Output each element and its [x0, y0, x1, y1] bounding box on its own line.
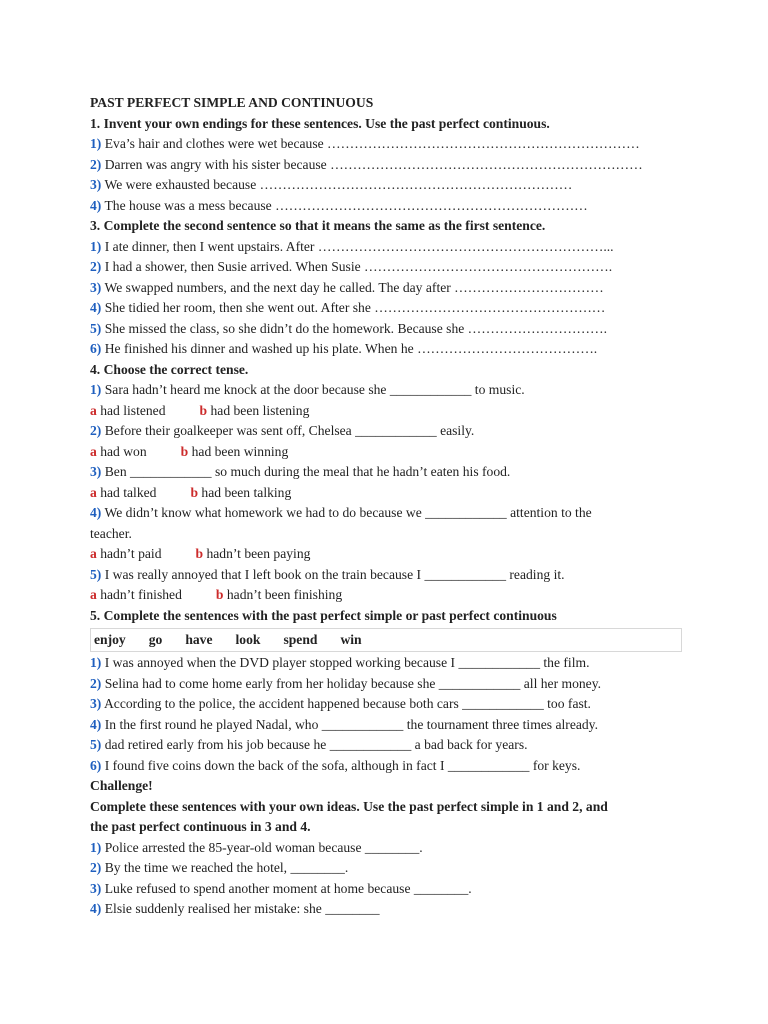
exercise-3-item [90, 257, 682, 278]
exercise-5-item [90, 715, 682, 736]
option-a-letter: a [90, 587, 97, 602]
item-text: Eva’s hair and clothes were wet because …………………………………………………………… [104, 136, 640, 151]
option-b-text: hadn’t been finishing [226, 587, 343, 602]
option-b-letter: b [215, 587, 224, 602]
exercise-3-item [90, 339, 682, 360]
item-text: The house was a mess because …………………………………………………………… [104, 197, 588, 213]
item-text: We swapped numbers, and the next day he called. The day after …………………………… [104, 279, 604, 295]
item-number: 1) [90, 839, 102, 855]
challenge-instructions-line: Complete these sentences with your own ideas. Use the past perfect simple in 1 and 2, and [90, 798, 608, 814]
item-text: She missed the class, so she didn’t do the homework. Because she …………………………. [104, 320, 608, 336]
item-number: 2) [90, 259, 102, 274]
exercise-4-question [90, 462, 682, 483]
word-box-word: have [185, 632, 213, 647]
item-number: 4) [90, 197, 102, 213]
item-text: I had a shower, then Susie arrived. When Susie ………………………………………………. [104, 259, 613, 274]
exercise-1-heading: 1. Invent your own endings for these sentences. Use the past perfect continuous. [90, 115, 550, 131]
option-a-text: hadn’t paid [100, 546, 162, 561]
option-a-text: had won [100, 443, 147, 459]
item-number: 3) [90, 464, 102, 479]
item-number: 3) [90, 880, 102, 896]
exercise-1-item [90, 155, 682, 176]
exercise-4-question-continuation: teacher. [90, 525, 132, 541]
item-number: 4) [90, 716, 102, 732]
item-number: 3) [90, 177, 102, 192]
item-text: According to the police, the accident happened because both cars ____________ too fast. [103, 696, 591, 711]
item-text: In the first round he played Nadal, who ____________ the tournament three times already. [104, 716, 598, 732]
option-a-letter: a [90, 443, 97, 459]
item-number: 1) [90, 655, 102, 670]
option-b-text: hadn’t been paying [206, 546, 311, 561]
item-number: 5) [90, 737, 102, 752]
word-box-word: enjoy [94, 632, 126, 647]
exercise-4-heading: 4. Choose the correct tense. [90, 361, 249, 377]
item-text: I ate dinner, then I went upstairs. After ………………………………………………………... [104, 238, 614, 254]
exercise-4-question [90, 421, 682, 442]
option-b-letter: b [195, 546, 204, 561]
exercise-4-options [90, 544, 682, 565]
item-number: 4) [90, 901, 102, 916]
exercise-5-item [90, 653, 682, 674]
question-text: Ben ____________ so much during the meal that he hadn’t eaten his food. [104, 464, 511, 479]
option-b-text: had been talking [201, 484, 292, 500]
option-b-letter: b [180, 443, 189, 459]
exercise-4-question [90, 503, 682, 524]
question-text: Before their goalkeeper was sent off, Chelsea ____________ easily. [104, 423, 475, 438]
word-box-word: go [148, 632, 163, 647]
item-number: 3) [90, 696, 102, 711]
item-text: She tidied her room, then she went out. After she …………………………………………… [104, 300, 606, 315]
exercise-1-item [90, 196, 682, 217]
item-number: 2) [90, 423, 102, 438]
item-number: 4) [90, 300, 102, 315]
challenge-item [90, 899, 682, 920]
item-number: 6) [90, 757, 102, 773]
question-text: I was really annoyed that I left book on the train because I ____________ reading it. [104, 566, 565, 582]
item-number: 5) [90, 566, 102, 582]
challenge-item [90, 858, 682, 879]
exercise-4-question [90, 380, 682, 401]
option-b-text: had been winning [191, 443, 289, 459]
exercise-5-item [90, 694, 682, 715]
item-number: 2) [90, 860, 102, 875]
word-box-word: win [340, 632, 362, 647]
item-number: 2) [90, 156, 102, 172]
exercise-3-item [90, 298, 682, 319]
item-text: I found five coins down the back of the sofa, although in fact I ____________ for keys. [104, 757, 581, 773]
question-text: We didn’t know what homework we had to do because we ____________ attention to the [104, 505, 592, 520]
word-box-word: spend [283, 632, 318, 647]
item-text: Police arrested the 85-year-old woman because ________. [104, 839, 423, 855]
option-a-text: had talked [100, 484, 157, 500]
item-text: We were exhausted because …………………………………………………………… [104, 177, 573, 192]
exercise-3-heading: 3. Complete the second sentence so that it means the same as the first sentence. [90, 218, 546, 233]
challenge-item [90, 879, 682, 900]
word-box-word: look [235, 632, 261, 647]
exercise-4-options [90, 442, 682, 463]
exercise-5-item [90, 674, 682, 695]
item-text: I was annoyed when the DVD player stopped working because I ____________ the film. [104, 655, 590, 670]
exercise-1-item [90, 175, 682, 196]
exercise-1-item [90, 134, 682, 155]
option-a-letter: a [90, 484, 97, 500]
challenge-item [90, 838, 682, 859]
exercise-5-heading: 5. Complete the sentences with the past perfect simple or past perfect continuous [90, 607, 557, 623]
exercise-4-options [90, 483, 682, 504]
option-a-letter: a [90, 546, 97, 561]
item-text: Darren was angry with his sister because …………………………………………………………… [104, 156, 643, 172]
item-number: 5) [90, 320, 102, 336]
challenge-instructions-line: the past perfect continuous in 3 and 4. [90, 819, 311, 834]
word-box [90, 628, 682, 652]
option-a-text: hadn’t finished [100, 587, 182, 602]
option-a-text: had listened [100, 402, 166, 418]
item-number: 2) [90, 675, 102, 691]
item-number: 4) [90, 505, 102, 520]
item-text: Selina had to come home early from her holiday because she ____________ all her money. [104, 675, 602, 691]
worksheet-content [90, 93, 682, 920]
exercise-4-question [90, 565, 682, 586]
option-b-text: had been listening [210, 402, 310, 418]
exercise-5-item [90, 756, 682, 777]
item-text: dad retired early from his job because he ____________ a bad back for years. [104, 737, 528, 752]
question-text: Sara hadn’t heard me knock at the door because she ____________ to music. [104, 382, 525, 397]
item-number: 1) [90, 136, 102, 151]
exercise-5-item [90, 735, 682, 756]
option-b-letter: b [190, 484, 199, 500]
item-number: 6) [90, 341, 102, 356]
worksheet-title: PAST PERFECT SIMPLE AND CONTINUOUS [90, 95, 374, 110]
exercise-3-item [90, 237, 682, 258]
item-number: 1) [90, 238, 102, 254]
item-number: 1) [90, 382, 102, 397]
item-text: Luke refused to spend another moment at home because ________. [104, 880, 472, 896]
exercise-4-options [90, 401, 682, 422]
exercise-4-options [90, 585, 682, 606]
exercise-3-item [90, 319, 682, 340]
item-text: Elsie suddenly realised her mistake: she ________ [104, 901, 380, 916]
item-text: He finished his dinner and washed up his plate. When he …………………………………. [104, 341, 598, 356]
option-b-letter: b [199, 402, 208, 418]
item-text: By the time we reached the hotel, ________. [104, 860, 349, 875]
option-a-letter: a [90, 402, 97, 418]
exercise-3-item [90, 278, 682, 299]
challenge-title: Challenge! [90, 778, 153, 793]
item-number: 3) [90, 279, 102, 295]
